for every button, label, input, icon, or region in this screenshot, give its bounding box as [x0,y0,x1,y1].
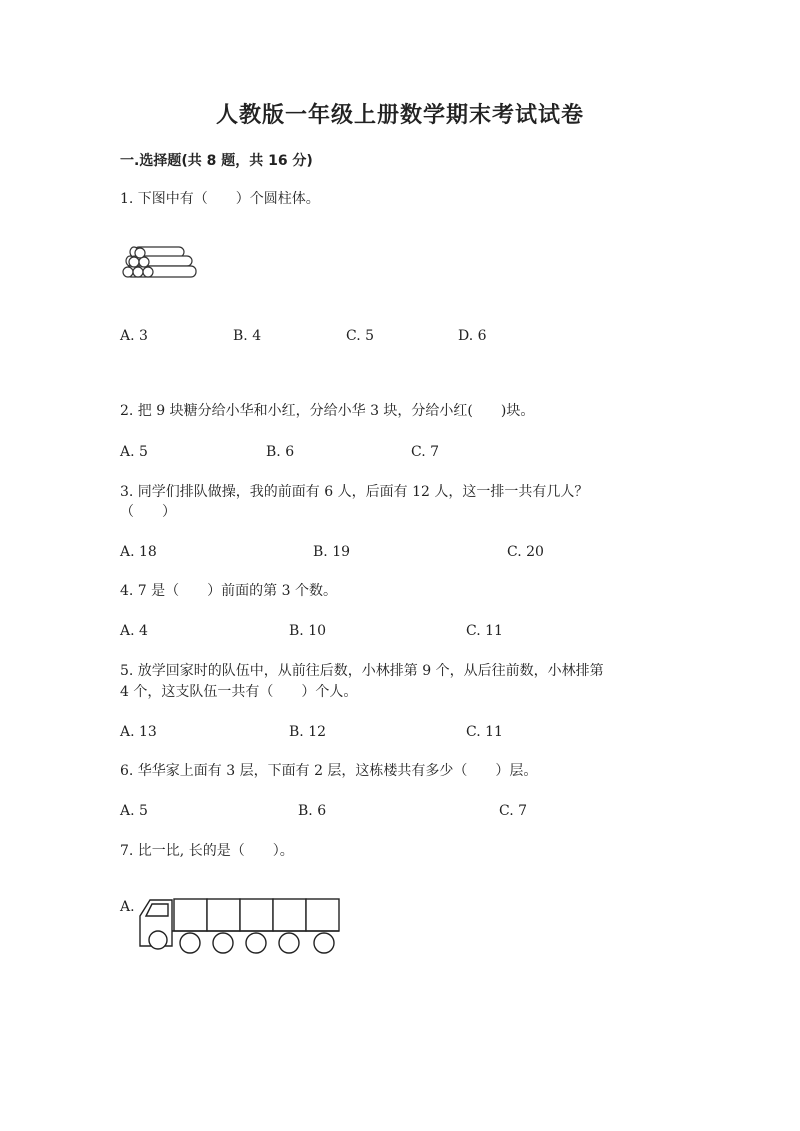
question-5-option-c: C. 11 [466,724,503,740]
question-2-option-a: A. 5 [120,444,148,460]
question-2-stem: 2. 把 9 块糖分给小华和小红，分给小华 3 块，分给小红( )块。 [120,403,535,419]
question-1-option-c: C. 5 [346,328,375,344]
question-6-option-c: C. 7 [499,803,528,819]
question-2-option-c: C. 7 [411,444,440,460]
question-6-option-a: A. 5 [120,803,148,819]
question-5-stem-line1: 5. 放学回家时的队伍中，从前往后数，小林排第 9 个，从后往前数，小林排第 [120,663,604,679]
question-5-option-a: A. 13 [120,724,157,740]
question-1-option-d: D. 6 [458,328,487,344]
question-3-option-c: C. 20 [507,544,544,560]
exam-title: 人教版一年级上册数学期末考试试卷 [215,103,584,128]
question-3-option-a: A. 18 [120,544,157,560]
question-3-stem-line1: 3. 同学们排队做操，我的前面有 6 人，后面有 12 人，这一排一共有几人？ [120,484,589,500]
section-heading: 一.选择题(共 8 题，共 16 分) [120,153,313,169]
question-5-stem-line2: 4 个，这支队伍一共有（ ）个人。 [120,684,358,700]
question-1-option-a: A. 3 [120,328,148,344]
question-3-stem-line2: （ ） [120,504,176,520]
question-6-stem: 6. 华华家上面有 3 层，下面有 2 层，这栋楼共有多少（ ）层。 [120,763,538,779]
question-3-option-b: B. 19 [313,544,351,560]
question-1-stem: 1. 下图中有（ ）个圆柱体。 [120,191,320,207]
truck-figure [138,894,343,956]
question-4-option-c: C. 11 [466,623,503,639]
question-2-option-b: B. 6 [266,444,295,460]
question-6-option-b: B. 6 [298,803,327,819]
question-5-option-b: B. 12 [289,724,327,740]
question-1-option-b: B. 4 [233,328,262,344]
question-4-stem: 4. 7 是（ ）前面的第 3 个数。 [120,583,337,599]
question-4-option-a: A. 4 [120,623,148,639]
stacked-logs-figure [120,244,200,284]
question-7-option-a: A. [120,899,135,915]
question-4-option-b: B. 10 [289,623,327,639]
question-7-stem: 7. 比一比, 长的是（ ）。 [120,843,294,859]
